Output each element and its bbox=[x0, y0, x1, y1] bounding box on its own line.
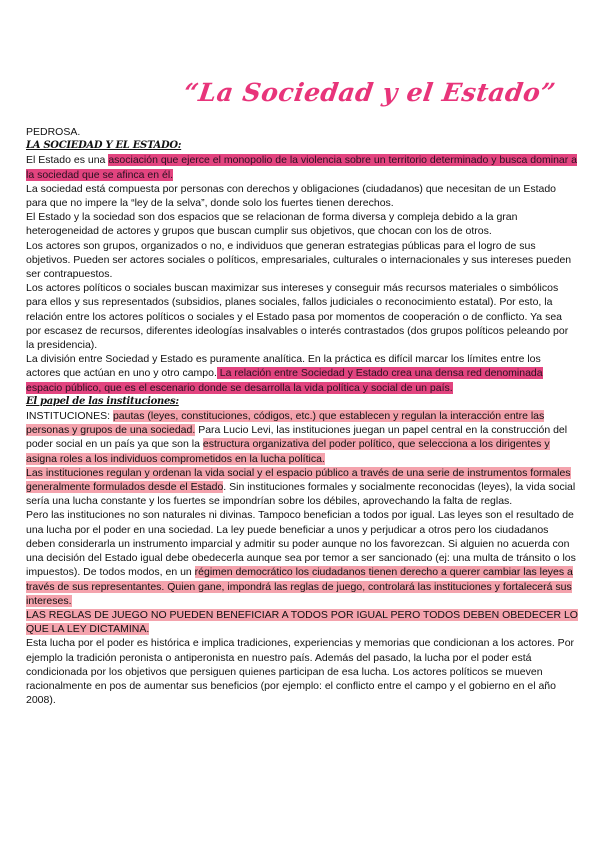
paragraph-instituciones-no-naturales bbox=[26, 508, 578, 607]
highlight-pink: LAS REGLAS DE JUEGO NO PUEDEN BENEFICIAR A TODOS POR IGUAL PERO TODOS DEBEN OBEDECER LO QUE LA LEY DICTAMINA. bbox=[26, 608, 578, 636]
paragraph-division bbox=[26, 352, 578, 395]
paragraph-actores-intereses: Los actores políticos o sociales buscan maximizar sus intereses y conseguir más recursos materiales o simbólicos para ellos y sus representados (subsidios, planes sociales, fallos judiciales o reconocimiento estatal). Por esto, la relación entre los actores políticos o sociales y el Estado pasa por momentos de cooperación o de conflicto. Ya sea por escasez de recursos, diferentes ideologías insalvables o interés contrastados (dos grupos políticos peleando por la presidencia). bbox=[26, 282, 569, 352]
highlight-pink: estructura organizativa del poder político, que selecciona a los dirigentes y asigna roles a los individuos comprometidos en la lucha política. bbox=[26, 438, 550, 465]
paragraph-instituciones-definition bbox=[26, 409, 578, 466]
document-body bbox=[26, 125, 578, 707]
text-run: . Sin instituciones formales y socialmente reconocidas (leyes), la vida social sería una lucha constante y los fuertes se impondrían sobre los débiles, aprovechando la falta de reglas. bbox=[26, 481, 576, 508]
highlight-magenta: La relación entre Sociedad y Estado crea una densa red denominada espacio público, que es el escenario donde se desarrolla la vida política y social de un país. bbox=[26, 367, 543, 394]
highlight-pink: Las instituciones regulan y ordenan la vida social y el espacio público a través de una serie de instrumentos formales generalmente formulados desde el Estado bbox=[26, 466, 571, 494]
paragraph-espacios: El Estado y la sociedad son dos espacios que se relacionan de forma diversa y compleja debido a la gran heterogeneidad de actores y grupos que buscan cumplir sus objetivos, que chocan con los de otros. bbox=[26, 211, 518, 238]
text-run: INSTITUCIONES: bbox=[26, 410, 113, 423]
paragraph-instituciones-regulan bbox=[26, 466, 578, 509]
highlight-pink: régimen democrático los ciudadanos tienen derecho a querer cambiar las leyes a través de sus representantes. Quien gane, impondrá las reglas de juego, controlará las instituciones y fortalecerá sus intereses. bbox=[26, 566, 573, 607]
paragraph-actores: Los actores son grupos, organizados o no, e individuos que generan estrategias públicas para el logro de sus objetivos. Pueden ser actores sociales o políticos, empresariales, culturales o internacionales y sus intereses pueden ser contrapuestos. bbox=[26, 239, 572, 281]
text-run: El Estado es una bbox=[26, 154, 109, 167]
text-run: Para Lucio Levi, las instituciones juegan un papel central en la construcción del poder social en un país ya que son la bbox=[26, 424, 568, 451]
author-line: PEDROSA. bbox=[26, 126, 81, 138]
paragraph-lucha-poder: Esta lucha por el poder es histórica e implica tradiciones, experiencias y memorias que condicionan a los actores. Por ejemplo la tradición peronista o antiperonista en nuestro país. Además del pasado, la lucha por el poder está condicionada por los objetivos que persiguen quienes participan de esa lucha. Los actores políticos se mueven racionalmente en pos de aumentar sus beneficios (por ejemplo: el conflicto entre el campo y el gobierno en el año 2008). bbox=[26, 637, 575, 707]
section-heading-instituciones: El papel de las instituciones: bbox=[26, 395, 179, 407]
highlight-pink: pautas (leyes, constituciones, códigos, etc.) que establecen y regulan la interacción entre las personas y grupos de una sociedad. bbox=[26, 410, 545, 437]
text-run: La división entre Sociedad y Estado es puramente analítica. En la práctica es difícil marcar los límites entre los actores que actúan en uno y otro campo. bbox=[26, 353, 541, 380]
paragraph-estado-definition bbox=[26, 153, 578, 181]
highlight-magenta: asociación que ejerce el monopolio de la violencia sobre un territorio determinado y busca dominar a la sociedad que se afinca en él. bbox=[26, 154, 577, 181]
text-run: Pero las instituciones no son naturales ni divinas. Tampoco benefician a todos por igual. Las leyes son el resultado de una lucha por el poder en una sociedad. La ley puede beneficiar a unos y perjudicar a otros pero los ciudadanos deben considerarla un instrumento imparcial y admitir su poder aunque no los favorezcan. Si alguien no acuerda con una decisión del Estado igual debe obedecerla aunque sea por temor a ser sancionado (ej: una multa de tránsito o los impuestos). De todos modos, en un bbox=[26, 509, 576, 579]
document-title: “La Sociedad y el Estado” bbox=[181, 78, 558, 107]
paragraph-sociedad: La sociedad está compuesta por personas con derechos y obligaciones (ciudadanos) que necesitan de un Estado para que no impere la “ley de la selva”, donde solo los fuertes tienen derechos. bbox=[26, 182, 557, 210]
section-heading-sociedad-estado: LA SOCIEDAD Y EL ESTADO: bbox=[26, 140, 182, 152]
paragraph-reglas-de-juego bbox=[26, 608, 578, 636]
